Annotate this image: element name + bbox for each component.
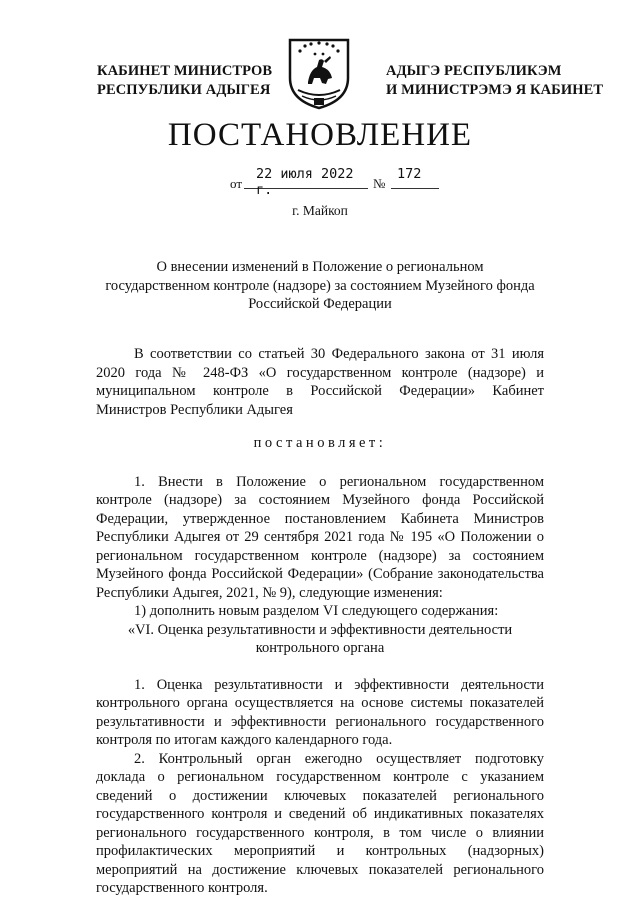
section-paragraph-2: 2. Контрольный орган ежегодно осуществляет подготовку доклада о региональном государственном контроле с указанием сведений о достижении ключевых показателей регионального государственного контроля и сведений об индикативных показателях регионального государственного контроля, в том числе о влиянии профилактических мероприятий и контрольных (надзорных) мероприятий на достижение ключевых показателей регионального государственного контроля. (96, 750, 544, 896)
document-date: 22 июля 2022 г. (256, 166, 354, 198)
document-number: 172 (397, 166, 422, 182)
issue-city: г. Майкоп (292, 203, 348, 218)
section-paragraph-1: 1. Оценка результативности и эффективности деятельности контрольного органа осуществляется на основе системы показателей результативности и эффективности регионального государственного контроля по итогам каждого календарного года. (96, 676, 544, 748)
preamble-paragraph: В соответствии со статьей 30 Федерального закона от 31 июля 2020 года № 248-ФЗ «О государственном контроле (надзоре) и муниципальном контроле в Российской Федерации» Кабинет Министров Республики Адыгея (96, 346, 544, 418)
number-sign: № (373, 176, 386, 191)
coat-of-arms-icon (284, 34, 354, 112)
date-number-line (0, 164, 640, 198)
section-title-line-1: «VI. Оценка результативности и эффективности деятельности (127, 621, 513, 638)
document-title: ПОСТАНОВЛЕНИЕ (167, 117, 473, 153)
document-body (96, 345, 544, 898)
number-field (391, 166, 439, 189)
item-1-paragraph: 1. Внести в Положение о региональном государственном контроле (надзоре) за состоянием Музейного фонда Российской Федерации, утвержденное постановлением Кабинета Министров Республики Адыгея от 29 сентября 2021 года № 195 «О Положении о региональном государственном контроле (надзоре) за состоянием Музейного фонда Российской Федерации» (Собрание законодательства Республики Адыгея, 2021, № 9), следующие изменения: (96, 473, 544, 601)
section-title-line-2: контрольного органа (255, 640, 385, 656)
issuer-name-adyghe (386, 62, 603, 100)
issuer-name-russian (97, 62, 272, 100)
issuer-adyghe-line-2: И МИНИСТРЭМЭ Я КАБИНЕТ (386, 82, 604, 98)
decree-word: постановляет: (253, 435, 387, 451)
issuer-line-1: КАБИНЕТ МИНИСТРОВ (97, 63, 273, 79)
date-field (244, 166, 368, 198)
date-prefix: от (230, 176, 243, 191)
issuer-line-2: РЕСПУБЛИКИ АДЫГЕЯ (97, 82, 271, 98)
document-subject: О внесении изменений в Положение о региональном государственном контроле (надзоре) за состоянием Музейного фонда Российской Федерации (105, 259, 535, 312)
subitem-1-paragraph: 1) дополнить новым разделом VI следующего содержания: (134, 603, 499, 619)
issuer-adyghe-line-1: АДЫГЭ РЕСПУБЛИКЭМ (386, 63, 562, 79)
